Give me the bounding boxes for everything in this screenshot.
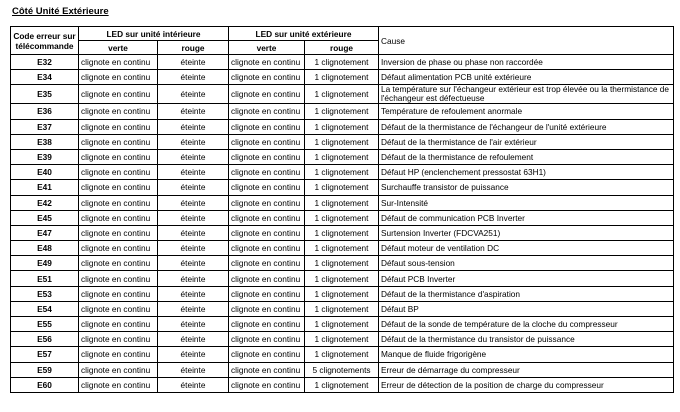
int-verte-cell: clignote en continu [79,104,158,119]
int-verte-cell: clignote en continu [79,85,158,104]
int-rouge-cell: éteinte [158,104,229,119]
int-rouge-cell: éteinte [158,241,229,256]
int-rouge-cell: éteinte [158,317,229,332]
int-rouge-cell: éteinte [158,149,229,164]
ext-rouge-cell: 1 clignotement [305,225,379,240]
ext-verte-cell: clignote en continu [229,377,305,392]
ext-verte-cell: clignote en continu [229,362,305,377]
ext-rouge-cell: 1 clignotement [305,347,379,362]
error-code-cell: E36 [11,104,79,119]
cause-cell: Sur-Intensité [379,195,674,210]
int-rouge-cell: éteinte [158,180,229,195]
ext-rouge-cell: 5 clignotements [305,362,379,377]
int-verte-cell: clignote en continu [79,195,158,210]
table-row [11,180,674,195]
error-code-cell: E53 [11,286,79,301]
ext-rouge-cell: 1 clignotement [305,241,379,256]
header-int-rouge: rouge [158,41,229,55]
ext-verte-cell: clignote en continu [229,256,305,271]
table-row [11,149,674,164]
error-code-table [10,26,674,393]
ext-verte-cell: clignote en continu [229,241,305,256]
table-row [11,134,674,149]
table-row [11,104,674,119]
error-code-cell: E54 [11,301,79,316]
ext-rouge-cell: 1 clignotement [305,286,379,301]
int-rouge-cell: éteinte [158,271,229,286]
error-code-cell: E60 [11,377,79,392]
ext-verte-cell: clignote en continu [229,55,305,70]
ext-rouge-cell: 1 clignotement [305,149,379,164]
header-led-interieure: LED sur unité intérieure [79,27,229,41]
cause-cell: La température sur l'échangeur extérieur est trop élevée ou la thermistance de l'échangeur est défectueuse [379,85,674,104]
error-code-cell: E59 [11,362,79,377]
cause-cell: Défaut PCB Inverter [379,271,674,286]
error-code-cell: E38 [11,134,79,149]
ext-rouge-cell: 1 clignotement [305,165,379,180]
int-verte-cell: clignote en continu [79,134,158,149]
table-row [11,377,674,392]
int-rouge-cell: éteinte [158,225,229,240]
ext-rouge-cell: 1 clignotement [305,332,379,347]
int-verte-cell: clignote en continu [79,256,158,271]
error-code-cell: E40 [11,165,79,180]
error-code-cell: E48 [11,241,79,256]
ext-rouge-cell: 1 clignotement [305,119,379,134]
int-verte-cell: clignote en continu [79,332,158,347]
table-row [11,225,674,240]
table-row [11,271,674,286]
int-verte-cell: clignote en continu [79,301,158,316]
int-rouge-cell: éteinte [158,165,229,180]
cause-cell: Inversion de phase ou phase non raccordée [379,55,674,70]
table-row [11,256,674,271]
cause-cell: Défaut de la thermistance de l'air extérieur [379,134,674,149]
header-cause: Cause [379,27,674,55]
int-rouge-cell: éteinte [158,195,229,210]
int-rouge-cell: éteinte [158,119,229,134]
ext-verte-cell: clignote en continu [229,347,305,362]
cause-cell: Erreur de détection de la position de charge du compresseur [379,377,674,392]
error-code-cell: E35 [11,85,79,104]
cause-cell: Erreur de démarrage du compresseur [379,362,674,377]
int-rouge-cell: éteinte [158,256,229,271]
int-verte-cell: clignote en continu [79,347,158,362]
ext-verte-cell: clignote en continu [229,195,305,210]
table-row [11,55,674,70]
int-verte-cell: clignote en continu [79,362,158,377]
ext-verte-cell: clignote en continu [229,332,305,347]
cause-cell: Défaut BP [379,301,674,316]
cause-cell: Défaut sous-tension [379,256,674,271]
ext-verte-cell: clignote en continu [229,104,305,119]
cause-cell: Surchauffe transistor de puissance [379,180,674,195]
ext-verte-cell: clignote en continu [229,286,305,301]
table-row [11,301,674,316]
error-code-cell: E55 [11,317,79,332]
ext-rouge-cell: 1 clignotement [305,377,379,392]
table-row [11,317,674,332]
int-verte-cell: clignote en continu [79,377,158,392]
int-verte-cell: clignote en continu [79,149,158,164]
ext-verte-cell: clignote en continu [229,85,305,104]
int-verte-cell: clignote en continu [79,180,158,195]
int-verte-cell: clignote en continu [79,165,158,180]
int-verte-cell: clignote en continu [79,55,158,70]
int-rouge-cell: éteinte [158,286,229,301]
error-code-cell: E42 [11,195,79,210]
error-code-cell: E51 [11,271,79,286]
int-rouge-cell: éteinte [158,70,229,85]
int-verte-cell: clignote en continu [79,225,158,240]
header-code: Code erreur sur télécommande [11,27,79,55]
error-code-cell: E37 [11,119,79,134]
int-rouge-cell: éteinte [158,134,229,149]
table-row [11,332,674,347]
header-led-exterieure: LED sur unité extérieure [229,27,379,41]
cause-cell: Défaut alimentation PCB unité extérieure [379,70,674,85]
int-verte-cell: clignote en continu [79,286,158,301]
int-rouge-cell: éteinte [158,347,229,362]
table-row [11,85,674,104]
ext-rouge-cell: 1 clignotement [305,134,379,149]
table-row [11,119,674,134]
ext-verte-cell: clignote en continu [229,180,305,195]
error-code-cell: E32 [11,55,79,70]
ext-rouge-cell: 1 clignotement [305,70,379,85]
header-int-verte: verte [79,41,158,55]
ext-rouge-cell: 1 clignotement [305,85,379,104]
table-row [11,70,674,85]
int-verte-cell: clignote en continu [79,271,158,286]
table-body [11,55,674,393]
ext-rouge-cell: 1 clignotement [305,104,379,119]
header-ext-rouge: rouge [305,41,379,55]
ext-rouge-cell: 1 clignotement [305,271,379,286]
ext-verte-cell: clignote en continu [229,317,305,332]
ext-verte-cell: clignote en continu [229,271,305,286]
ext-rouge-cell: 1 clignotement [305,210,379,225]
ext-verte-cell: clignote en continu [229,301,305,316]
ext-verte-cell: clignote en continu [229,210,305,225]
table-row [11,195,674,210]
int-verte-cell: clignote en continu [79,241,158,256]
table-row [11,362,674,377]
table-row [11,165,674,180]
int-verte-cell: clignote en continu [79,119,158,134]
int-rouge-cell: éteinte [158,377,229,392]
ext-rouge-cell: 1 clignotement [305,301,379,316]
error-code-cell: E57 [11,347,79,362]
ext-verte-cell: clignote en continu [229,134,305,149]
int-verte-cell: clignote en continu [79,210,158,225]
table-row [11,347,674,362]
cause-cell: Défaut de communication PCB Inverter [379,210,674,225]
cause-cell: Défaut de la thermistance de l'échangeur de l'unité extérieure [379,119,674,134]
cause-cell: Défaut de la sonde de température de la cloche du compresseur [379,317,674,332]
error-code-cell: E41 [11,180,79,195]
cause-cell: Défaut de la thermistance du transistor de puissance [379,332,674,347]
ext-verte-cell: clignote en continu [229,70,305,85]
cause-cell: Surtension Inverter (FDCVA251) [379,225,674,240]
cause-cell: Manque de fluide frigorigène [379,347,674,362]
int-rouge-cell: éteinte [158,362,229,377]
int-rouge-cell: éteinte [158,55,229,70]
header-ext-verte: verte [229,41,305,55]
ext-verte-cell: clignote en continu [229,119,305,134]
section-title: Côté Unité Extérieure [12,6,109,17]
error-code-cell: E56 [11,332,79,347]
error-code-cell: E45 [11,210,79,225]
int-rouge-cell: éteinte [158,85,229,104]
int-verte-cell: clignote en continu [79,70,158,85]
ext-rouge-cell: 1 clignotement [305,256,379,271]
ext-verte-cell: clignote en continu [229,225,305,240]
cause-cell: Défaut HP (enclenchement pressostat 63H1) [379,165,674,180]
table-row [11,286,674,301]
error-code-cell: E34 [11,70,79,85]
ext-rouge-cell: 1 clignotement [305,180,379,195]
error-code-cell: E39 [11,149,79,164]
int-rouge-cell: éteinte [158,210,229,225]
cause-cell: Défaut moteur de ventilation DC [379,241,674,256]
ext-verte-cell: clignote en continu [229,165,305,180]
ext-verte-cell: clignote en continu [229,149,305,164]
int-rouge-cell: éteinte [158,332,229,347]
cause-cell: Défaut de la thermistance d'aspiration [379,286,674,301]
error-code-cell: E49 [11,256,79,271]
int-rouge-cell: éteinte [158,301,229,316]
ext-rouge-cell: 1 clignotement [305,317,379,332]
int-verte-cell: clignote en continu [79,317,158,332]
cause-cell: Température de refoulement anormale [379,104,674,119]
error-code-cell: E47 [11,225,79,240]
ext-rouge-cell: 1 clignotement [305,55,379,70]
table-row [11,210,674,225]
cause-cell: Défaut de la thermistance de refoulement [379,149,674,164]
ext-rouge-cell: 1 clignotement [305,195,379,210]
table-row [11,241,674,256]
